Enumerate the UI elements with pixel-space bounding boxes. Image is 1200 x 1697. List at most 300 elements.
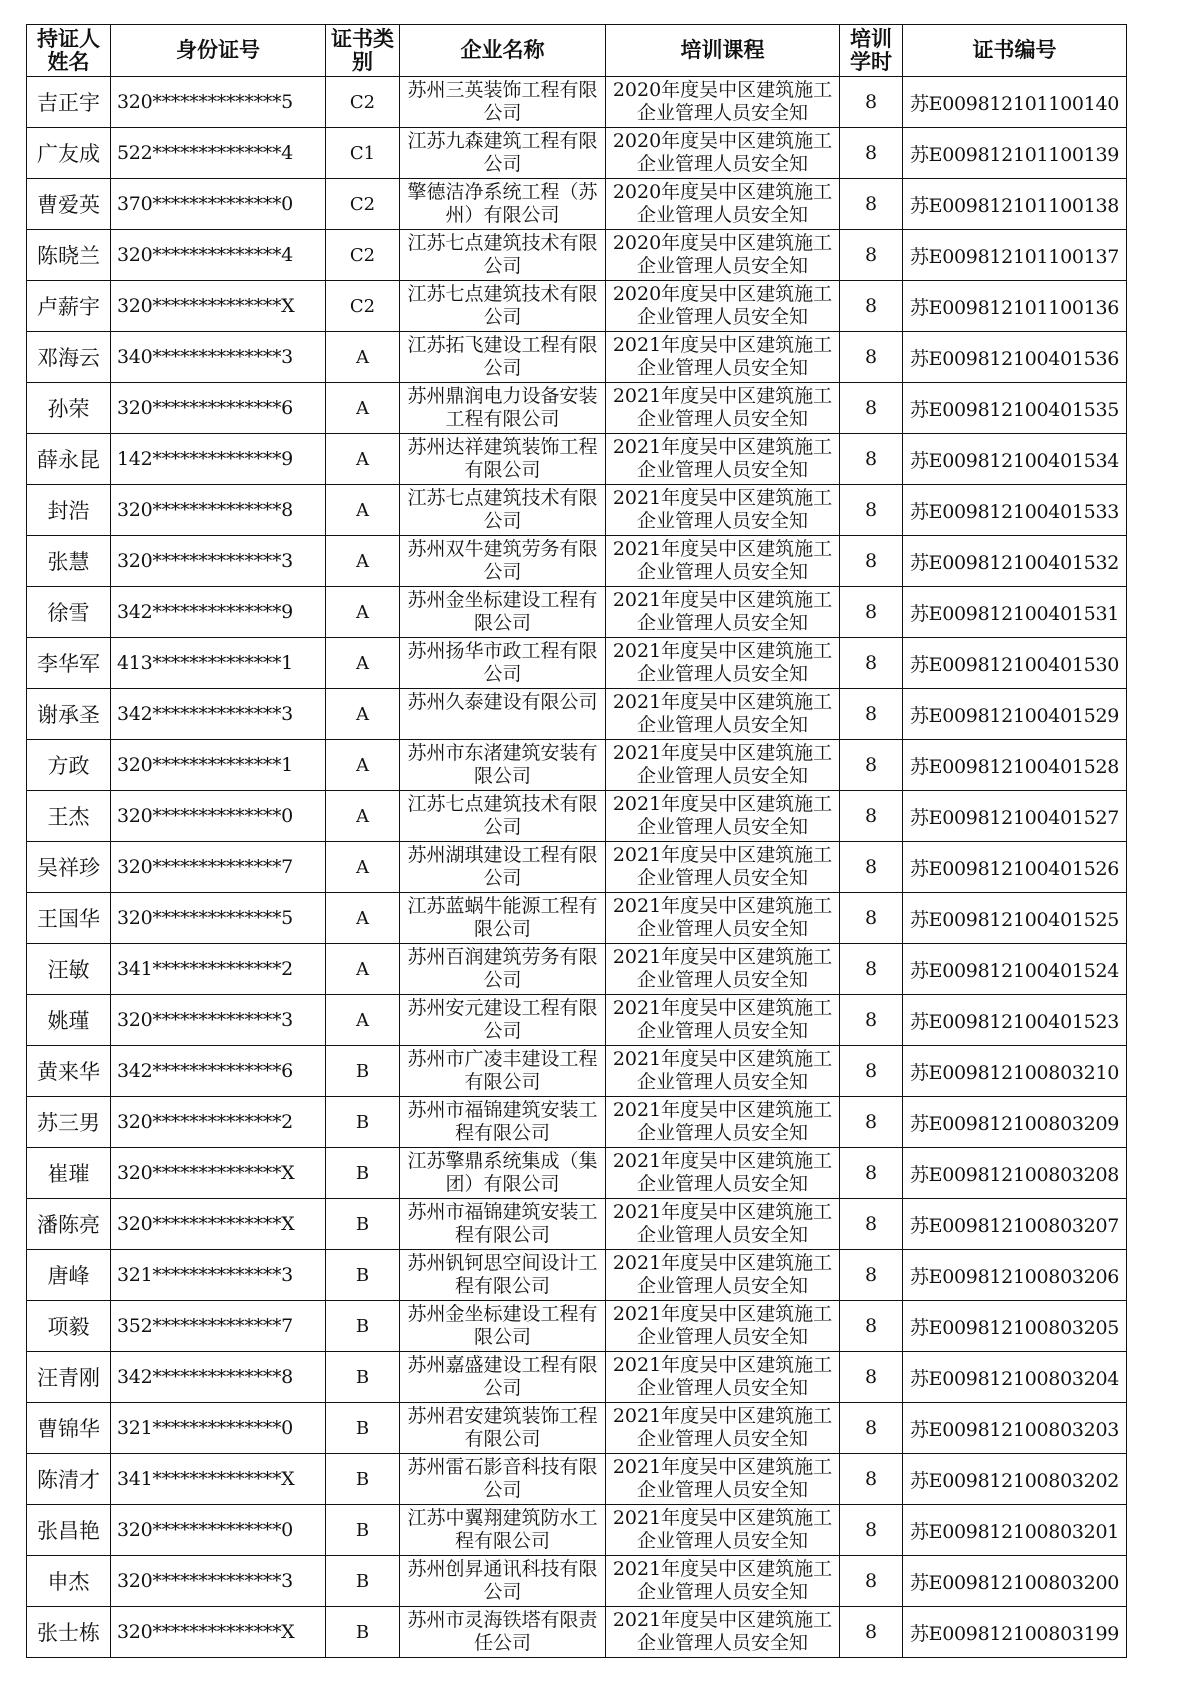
cert-type-cell: A <box>326 944 400 995</box>
table-row <box>27 1352 1127 1403</box>
company-cell <box>400 791 606 842</box>
cert-type-cell: A <box>326 995 400 1046</box>
company-cell-text: 江苏蓝蜗牛能源工程有限公司 <box>407 894 598 940</box>
course-cell-text: 2020年度吴中区建筑施工企业管理人员安全知 <box>612 129 833 175</box>
cert-type-cell: A <box>326 332 400 383</box>
id-number-cell: 320**************X <box>111 1148 326 1199</box>
course-cell <box>606 1250 840 1301</box>
hours-cell: 8 <box>840 791 903 842</box>
table-row <box>27 77 1127 128</box>
header-company: 企业名称 <box>400 25 606 77</box>
company-cell-text: 苏州三英装饰工程有限公司 <box>407 78 598 124</box>
course-cell <box>606 1607 840 1658</box>
company-cell <box>400 128 606 179</box>
id-number-cell: 413**************1 <box>111 638 326 689</box>
table-body <box>27 77 1127 1658</box>
holder-name-cell: 方政 <box>27 740 111 791</box>
id-number-cell: 370**************0 <box>111 179 326 230</box>
table-row <box>27 383 1127 434</box>
company-cell-text: 苏州湖琪建设工程有限公司 <box>407 843 598 889</box>
hours-cell: 8 <box>840 1454 903 1505</box>
company-cell-text: 苏州久泰建设有限公司 <box>407 690 598 713</box>
id-number-cell: 342**************8 <box>111 1352 326 1403</box>
company-cell <box>400 536 606 587</box>
course-cell <box>606 842 840 893</box>
holder-name-cell: 曹锦华 <box>27 1403 111 1454</box>
id-number-cell: 320**************6 <box>111 383 326 434</box>
header-holder-name: 持证人姓名 <box>27 25 111 77</box>
cert-no-cell: 苏E009812100401525 <box>903 893 1127 944</box>
cert-no-cell: 苏E009812100803210 <box>903 1046 1127 1097</box>
holder-name-cell: 黄来华 <box>27 1046 111 1097</box>
course-cell-text: 2021年度吴中区建筑施工企业管理人员安全知 <box>612 1404 833 1450</box>
id-number-cell: 320**************5 <box>111 893 326 944</box>
company-cell-text: 擎德洁净系统工程（苏州）有限公司 <box>407 180 598 226</box>
hours-cell: 8 <box>840 332 903 383</box>
cert-no-cell: 苏E009812100401530 <box>903 638 1127 689</box>
company-cell-text: 苏州市福锦建筑安装工程有限公司 <box>407 1200 598 1246</box>
course-cell-text: 2021年度吴中区建筑施工企业管理人员安全知 <box>612 792 833 838</box>
holder-name-cell: 潘陈亮 <box>27 1199 111 1250</box>
cert-type-cell: B <box>326 1607 400 1658</box>
company-cell-text: 苏州市广凌丰建设工程有限公司 <box>407 1047 598 1093</box>
course-cell-text: 2021年度吴中区建筑施工企业管理人员安全知 <box>612 1455 833 1501</box>
id-number-cell: 341**************2 <box>111 944 326 995</box>
hours-cell: 8 <box>840 1148 903 1199</box>
course-cell <box>606 1046 840 1097</box>
hours-cell: 8 <box>840 1352 903 1403</box>
course-cell-text: 2021年度吴中区建筑施工企业管理人员安全知 <box>612 537 833 583</box>
cert-no-cell: 苏E009812100401536 <box>903 332 1127 383</box>
id-number-cell: 320**************X <box>111 1607 326 1658</box>
holder-name-cell: 唐峰 <box>27 1250 111 1301</box>
holder-name-cell: 陈清才 <box>27 1454 111 1505</box>
id-number-cell: 341**************X <box>111 1454 326 1505</box>
company-cell-text: 苏州双牛建筑劳务有限公司 <box>407 537 598 583</box>
company-cell <box>400 689 606 740</box>
table-row <box>27 1505 1127 1556</box>
cert-type-cell: A <box>326 485 400 536</box>
hours-cell: 8 <box>840 383 903 434</box>
table-row <box>27 689 1127 740</box>
course-cell-text: 2021年度吴中区建筑施工企业管理人员安全知 <box>612 1506 833 1552</box>
cert-type-cell: A <box>326 383 400 434</box>
table-row <box>27 485 1127 536</box>
table-row <box>27 740 1127 791</box>
company-cell-text: 苏州扬华市政工程有限公司 <box>407 639 598 685</box>
id-number-cell: 321**************3 <box>111 1250 326 1301</box>
company-cell-text: 苏州鼎润电力设备安装工程有限公司 <box>407 384 598 430</box>
company-cell <box>400 1199 606 1250</box>
hours-cell: 8 <box>840 281 903 332</box>
company-cell <box>400 944 606 995</box>
holder-name-cell: 曹爱英 <box>27 179 111 230</box>
course-cell <box>606 1097 840 1148</box>
course-cell-text: 2021年度吴中区建筑施工企业管理人员安全知 <box>612 1149 833 1195</box>
company-cell-text: 苏州雷石影音科技有限公司 <box>407 1455 598 1501</box>
holder-name-cell: 薛永昆 <box>27 434 111 485</box>
course-cell <box>606 995 840 1046</box>
cert-no-cell: 苏E009812100401532 <box>903 536 1127 587</box>
course-cell-text: 2021年度吴中区建筑施工企业管理人员安全知 <box>612 1251 833 1297</box>
holder-name-cell: 陈晓兰 <box>27 230 111 281</box>
company-cell-text: 苏州百润建筑劳务有限公司 <box>407 945 598 991</box>
table-header-row <box>27 25 1127 77</box>
table-row <box>27 128 1127 179</box>
holder-name-cell: 封浩 <box>27 485 111 536</box>
cert-type-cell: A <box>326 587 400 638</box>
cert-type-cell: A <box>326 689 400 740</box>
hours-cell: 8 <box>840 638 903 689</box>
holder-name-cell: 吉正宇 <box>27 77 111 128</box>
holder-name-cell: 邓海云 <box>27 332 111 383</box>
course-cell-text: 2021年度吴中区建筑施工企业管理人员安全知 <box>612 486 833 532</box>
company-cell <box>400 434 606 485</box>
cert-no-cell: 苏E009812101100139 <box>903 128 1127 179</box>
course-cell <box>606 485 840 536</box>
hours-cell: 8 <box>840 77 903 128</box>
header-id-number: 身份证号 <box>111 25 326 77</box>
id-number-cell: 522**************4 <box>111 128 326 179</box>
holder-name-cell: 姚瑾 <box>27 995 111 1046</box>
company-cell <box>400 1454 606 1505</box>
id-number-cell: 320**************X <box>111 281 326 332</box>
course-cell-text: 2021年度吴中区建筑施工企业管理人员安全知 <box>612 1302 833 1348</box>
table-row <box>27 587 1127 638</box>
cert-type-cell: A <box>326 434 400 485</box>
hours-cell: 8 <box>840 230 903 281</box>
cert-type-cell: B <box>326 1352 400 1403</box>
course-cell <box>606 1403 840 1454</box>
holder-name-cell: 苏三男 <box>27 1097 111 1148</box>
company-cell <box>400 638 606 689</box>
holder-name-cell: 李华军 <box>27 638 111 689</box>
hours-cell: 8 <box>840 1505 903 1556</box>
id-number-cell: 320**************8 <box>111 485 326 536</box>
course-cell-text: 2021年度吴中区建筑施工企业管理人员安全知 <box>612 690 833 736</box>
cert-no-cell: 苏E009812100803205 <box>903 1301 1127 1352</box>
company-cell-text: 苏州钒钶思空间设计工程有限公司 <box>407 1251 598 1297</box>
company-cell <box>400 179 606 230</box>
id-number-cell: 342**************3 <box>111 689 326 740</box>
course-cell <box>606 281 840 332</box>
cert-type-cell: A <box>326 638 400 689</box>
holder-name-cell: 吴祥珍 <box>27 842 111 893</box>
course-cell-text: 2021年度吴中区建筑施工企业管理人员安全知 <box>612 741 833 787</box>
company-cell-text: 江苏七点建筑技术有限公司 <box>407 282 598 328</box>
course-cell <box>606 1556 840 1607</box>
table-row <box>27 1097 1127 1148</box>
course-cell <box>606 1505 840 1556</box>
table-row <box>27 1250 1127 1301</box>
company-cell-text: 苏州安元建设工程有限公司 <box>407 996 598 1042</box>
hours-cell: 8 <box>840 1607 903 1658</box>
table-row <box>27 842 1127 893</box>
cert-no-cell: 苏E009812100803206 <box>903 1250 1127 1301</box>
company-cell <box>400 383 606 434</box>
hours-cell: 8 <box>840 944 903 995</box>
company-cell <box>400 1301 606 1352</box>
holder-name-cell: 汪青刚 <box>27 1352 111 1403</box>
table-row <box>27 179 1127 230</box>
cert-no-cell: 苏E009812101100136 <box>903 281 1127 332</box>
hours-cell: 8 <box>840 1301 903 1352</box>
course-cell <box>606 230 840 281</box>
hours-cell: 8 <box>840 1199 903 1250</box>
cert-type-cell: C2 <box>326 179 400 230</box>
company-cell <box>400 77 606 128</box>
cert-no-cell: 苏E009812100803209 <box>903 1097 1127 1148</box>
cert-no-cell: 苏E009812100803203 <box>903 1403 1127 1454</box>
cert-no-cell: 苏E009812101100137 <box>903 230 1127 281</box>
course-cell-text: 2021年度吴中区建筑施工企业管理人员安全知 <box>612 1200 833 1246</box>
cert-type-cell: C2 <box>326 230 400 281</box>
holder-name-cell: 孙荣 <box>27 383 111 434</box>
holder-name-cell: 崔璀 <box>27 1148 111 1199</box>
company-cell-text: 江苏七点建筑技术有限公司 <box>407 231 598 277</box>
table-row <box>27 893 1127 944</box>
course-cell <box>606 179 840 230</box>
course-cell-text: 2021年度吴中区建筑施工企业管理人员安全知 <box>612 945 833 991</box>
id-number-cell: 142**************9 <box>111 434 326 485</box>
id-number-cell: 320**************2 <box>111 1097 326 1148</box>
course-cell <box>606 1199 840 1250</box>
hours-cell: 8 <box>840 842 903 893</box>
id-number-cell: 320**************7 <box>111 842 326 893</box>
header-cert-no: 证书编号 <box>903 25 1127 77</box>
company-cell <box>400 1046 606 1097</box>
id-number-cell: 320**************3 <box>111 1556 326 1607</box>
id-number-cell: 340**************3 <box>111 332 326 383</box>
company-cell-text: 苏州市东渚建筑安装有限公司 <box>407 741 598 787</box>
company-cell <box>400 1097 606 1148</box>
holder-name-cell: 广友成 <box>27 128 111 179</box>
id-number-cell: 320**************1 <box>111 740 326 791</box>
course-cell <box>606 740 840 791</box>
company-cell <box>400 230 606 281</box>
holder-name-cell: 申杰 <box>27 1556 111 1607</box>
header-course: 培训课程 <box>606 25 840 77</box>
cert-type-cell: B <box>326 1301 400 1352</box>
company-cell-text: 江苏拓飞建设工程有限公司 <box>407 333 598 379</box>
cert-no-cell: 苏E009812100401531 <box>903 587 1127 638</box>
cert-type-cell: B <box>326 1199 400 1250</box>
cert-type-cell: A <box>326 536 400 587</box>
course-cell-text: 2021年度吴中区建筑施工企业管理人员安全知 <box>612 843 833 889</box>
course-cell <box>606 1454 840 1505</box>
id-number-cell: 320**************0 <box>111 791 326 842</box>
id-number-cell: 320**************3 <box>111 995 326 1046</box>
company-cell-text: 苏州市灵海铁塔有限责任公司 <box>407 1608 598 1654</box>
company-cell-text: 江苏擎鼎系统集成（集团）有限公司 <box>407 1149 598 1195</box>
hours-cell: 8 <box>840 1403 903 1454</box>
course-cell <box>606 638 840 689</box>
course-cell-text: 2021年度吴中区建筑施工企业管理人员安全知 <box>612 1608 833 1654</box>
table-row <box>27 1556 1127 1607</box>
cert-type-cell: A <box>326 893 400 944</box>
hours-cell: 8 <box>840 434 903 485</box>
table-row <box>27 281 1127 332</box>
cert-no-cell: 苏E009812100401534 <box>903 434 1127 485</box>
holder-name-cell: 张昌艳 <box>27 1505 111 1556</box>
holder-name-cell: 张慧 <box>27 536 111 587</box>
hours-cell: 8 <box>840 1250 903 1301</box>
hours-cell: 8 <box>840 536 903 587</box>
course-cell <box>606 128 840 179</box>
cert-no-cell: 苏E009812101100138 <box>903 179 1127 230</box>
id-number-cell: 320**************X <box>111 1199 326 1250</box>
company-cell <box>400 281 606 332</box>
course-cell <box>606 689 840 740</box>
hours-cell: 8 <box>840 1046 903 1097</box>
cert-no-cell: 苏E009812100401527 <box>903 791 1127 842</box>
id-number-cell: 342**************9 <box>111 587 326 638</box>
cert-no-cell: 苏E009812100803199 <box>903 1607 1127 1658</box>
company-cell <box>400 485 606 536</box>
company-cell <box>400 1607 606 1658</box>
table-row <box>27 434 1127 485</box>
holder-name-cell: 王国华 <box>27 893 111 944</box>
id-number-cell: 320**************0 <box>111 1505 326 1556</box>
company-cell-text: 江苏中翼翔建筑防水工程有限公司 <box>407 1506 598 1552</box>
hours-cell: 8 <box>840 485 903 536</box>
cert-no-cell: 苏E009812100401528 <box>903 740 1127 791</box>
hours-cell: 8 <box>840 740 903 791</box>
hours-cell: 8 <box>840 689 903 740</box>
header-hours: 培训学时 <box>840 25 903 77</box>
holder-name-cell: 张士栋 <box>27 1607 111 1658</box>
table-row <box>27 638 1127 689</box>
cert-no-cell: 苏E009812100803200 <box>903 1556 1127 1607</box>
cert-type-cell: B <box>326 1454 400 1505</box>
course-cell-text: 2021年度吴中区建筑施工企业管理人员安全知 <box>612 1098 833 1144</box>
company-cell-text: 苏州嘉盛建设工程有限公司 <box>407 1353 598 1399</box>
cert-no-cell: 苏E009812100401533 <box>903 485 1127 536</box>
company-cell-text: 苏州金坐标建设工程有限公司 <box>407 1302 598 1348</box>
company-cell-text: 苏州达祥建筑装饰工程有限公司 <box>407 435 598 481</box>
course-cell <box>606 434 840 485</box>
company-cell <box>400 1556 606 1607</box>
course-cell-text: 2021年度吴中区建筑施工企业管理人员安全知 <box>612 1557 833 1603</box>
table-row <box>27 1199 1127 1250</box>
table-row <box>27 536 1127 587</box>
company-cell <box>400 995 606 1046</box>
id-number-cell: 352**************7 <box>111 1301 326 1352</box>
course-cell-text: 2021年度吴中区建筑施工企业管理人员安全知 <box>612 1353 833 1399</box>
cert-no-cell: 苏E009812101100140 <box>903 77 1127 128</box>
id-number-cell: 320**************5 <box>111 77 326 128</box>
certificate-table <box>26 24 1127 1658</box>
table-row <box>27 1454 1127 1505</box>
company-cell <box>400 587 606 638</box>
hours-cell: 8 <box>840 995 903 1046</box>
course-cell-text: 2020年度吴中区建筑施工企业管理人员安全知 <box>612 78 833 124</box>
cert-type-cell: B <box>326 1403 400 1454</box>
company-cell <box>400 1505 606 1556</box>
course-cell-text: 2021年度吴中区建筑施工企业管理人员安全知 <box>612 894 833 940</box>
holder-name-cell: 卢薪宇 <box>27 281 111 332</box>
company-cell <box>400 842 606 893</box>
hours-cell: 8 <box>840 587 903 638</box>
course-cell-text: 2021年度吴中区建筑施工企业管理人员安全知 <box>612 588 833 634</box>
hours-cell: 8 <box>840 1556 903 1607</box>
id-number-cell: 342**************6 <box>111 1046 326 1097</box>
cert-type-cell: B <box>326 1046 400 1097</box>
company-cell <box>400 332 606 383</box>
cert-type-cell: C1 <box>326 128 400 179</box>
holder-name-cell: 项毅 <box>27 1301 111 1352</box>
cert-no-cell: 苏E009812100803208 <box>903 1148 1127 1199</box>
company-cell-text: 江苏九森建筑工程有限公司 <box>407 129 598 175</box>
table-row <box>27 944 1127 995</box>
holder-name-cell: 王杰 <box>27 791 111 842</box>
company-cell <box>400 1250 606 1301</box>
course-cell-text: 2021年度吴中区建筑施工企业管理人员安全知 <box>612 1047 833 1093</box>
company-cell-text: 江苏七点建筑技术有限公司 <box>407 792 598 838</box>
company-cell <box>400 1148 606 1199</box>
company-cell-text: 江苏七点建筑技术有限公司 <box>407 486 598 532</box>
course-cell-text: 2020年度吴中区建筑施工企业管理人员安全知 <box>612 180 833 226</box>
id-number-cell: 320**************3 <box>111 536 326 587</box>
company-cell <box>400 1403 606 1454</box>
course-cell <box>606 536 840 587</box>
cert-type-cell: B <box>326 1250 400 1301</box>
cert-no-cell: 苏E009812100401529 <box>903 689 1127 740</box>
course-cell <box>606 791 840 842</box>
course-cell <box>606 944 840 995</box>
id-number-cell: 321**************0 <box>111 1403 326 1454</box>
course-cell-text: 2021年度吴中区建筑施工企业管理人员安全知 <box>612 996 833 1042</box>
holder-name-cell: 谢承圣 <box>27 689 111 740</box>
course-cell <box>606 1352 840 1403</box>
course-cell <box>606 587 840 638</box>
hours-cell: 8 <box>840 179 903 230</box>
table-row <box>27 1046 1127 1097</box>
course-cell <box>606 77 840 128</box>
cert-no-cell: 苏E009812100401535 <box>903 383 1127 434</box>
company-cell-text: 苏州君安建筑装饰工程有限公司 <box>407 1404 598 1450</box>
company-cell-text: 苏州金坐标建设工程有限公司 <box>407 588 598 634</box>
table-row <box>27 1148 1127 1199</box>
company-cell-text: 苏州创昇通讯科技有限公司 <box>407 1557 598 1603</box>
course-cell <box>606 1148 840 1199</box>
cert-type-cell: B <box>326 1505 400 1556</box>
course-cell <box>606 1301 840 1352</box>
holder-name-cell: 汪敏 <box>27 944 111 995</box>
company-cell-text: 苏州市福锦建筑安装工程有限公司 <box>407 1098 598 1144</box>
cert-type-cell: B <box>326 1148 400 1199</box>
table-row <box>27 995 1127 1046</box>
cert-type-cell: A <box>326 740 400 791</box>
cert-type-cell: C2 <box>326 77 400 128</box>
course-cell-text: 2020年度吴中区建筑施工企业管理人员安全知 <box>612 231 833 277</box>
course-cell-text: 2020年度吴中区建筑施工企业管理人员安全知 <box>612 282 833 328</box>
cert-no-cell: 苏E009812100803201 <box>903 1505 1127 1556</box>
company-cell <box>400 1352 606 1403</box>
cert-no-cell: 苏E009812100803204 <box>903 1352 1127 1403</box>
course-cell-text: 2021年度吴中区建筑施工企业管理人员安全知 <box>612 639 833 685</box>
course-cell-text: 2021年度吴中区建筑施工企业管理人员安全知 <box>612 333 833 379</box>
table-row <box>27 1301 1127 1352</box>
table-row <box>27 230 1127 281</box>
header-cert-type: 证书类别 <box>326 25 400 77</box>
cert-no-cell: 苏E009812100401524 <box>903 944 1127 995</box>
cert-no-cell: 苏E009812100803202 <box>903 1454 1127 1505</box>
cert-type-cell: B <box>326 1556 400 1607</box>
table-row <box>27 1403 1127 1454</box>
holder-name-cell: 徐雪 <box>27 587 111 638</box>
table-row <box>27 1607 1127 1658</box>
